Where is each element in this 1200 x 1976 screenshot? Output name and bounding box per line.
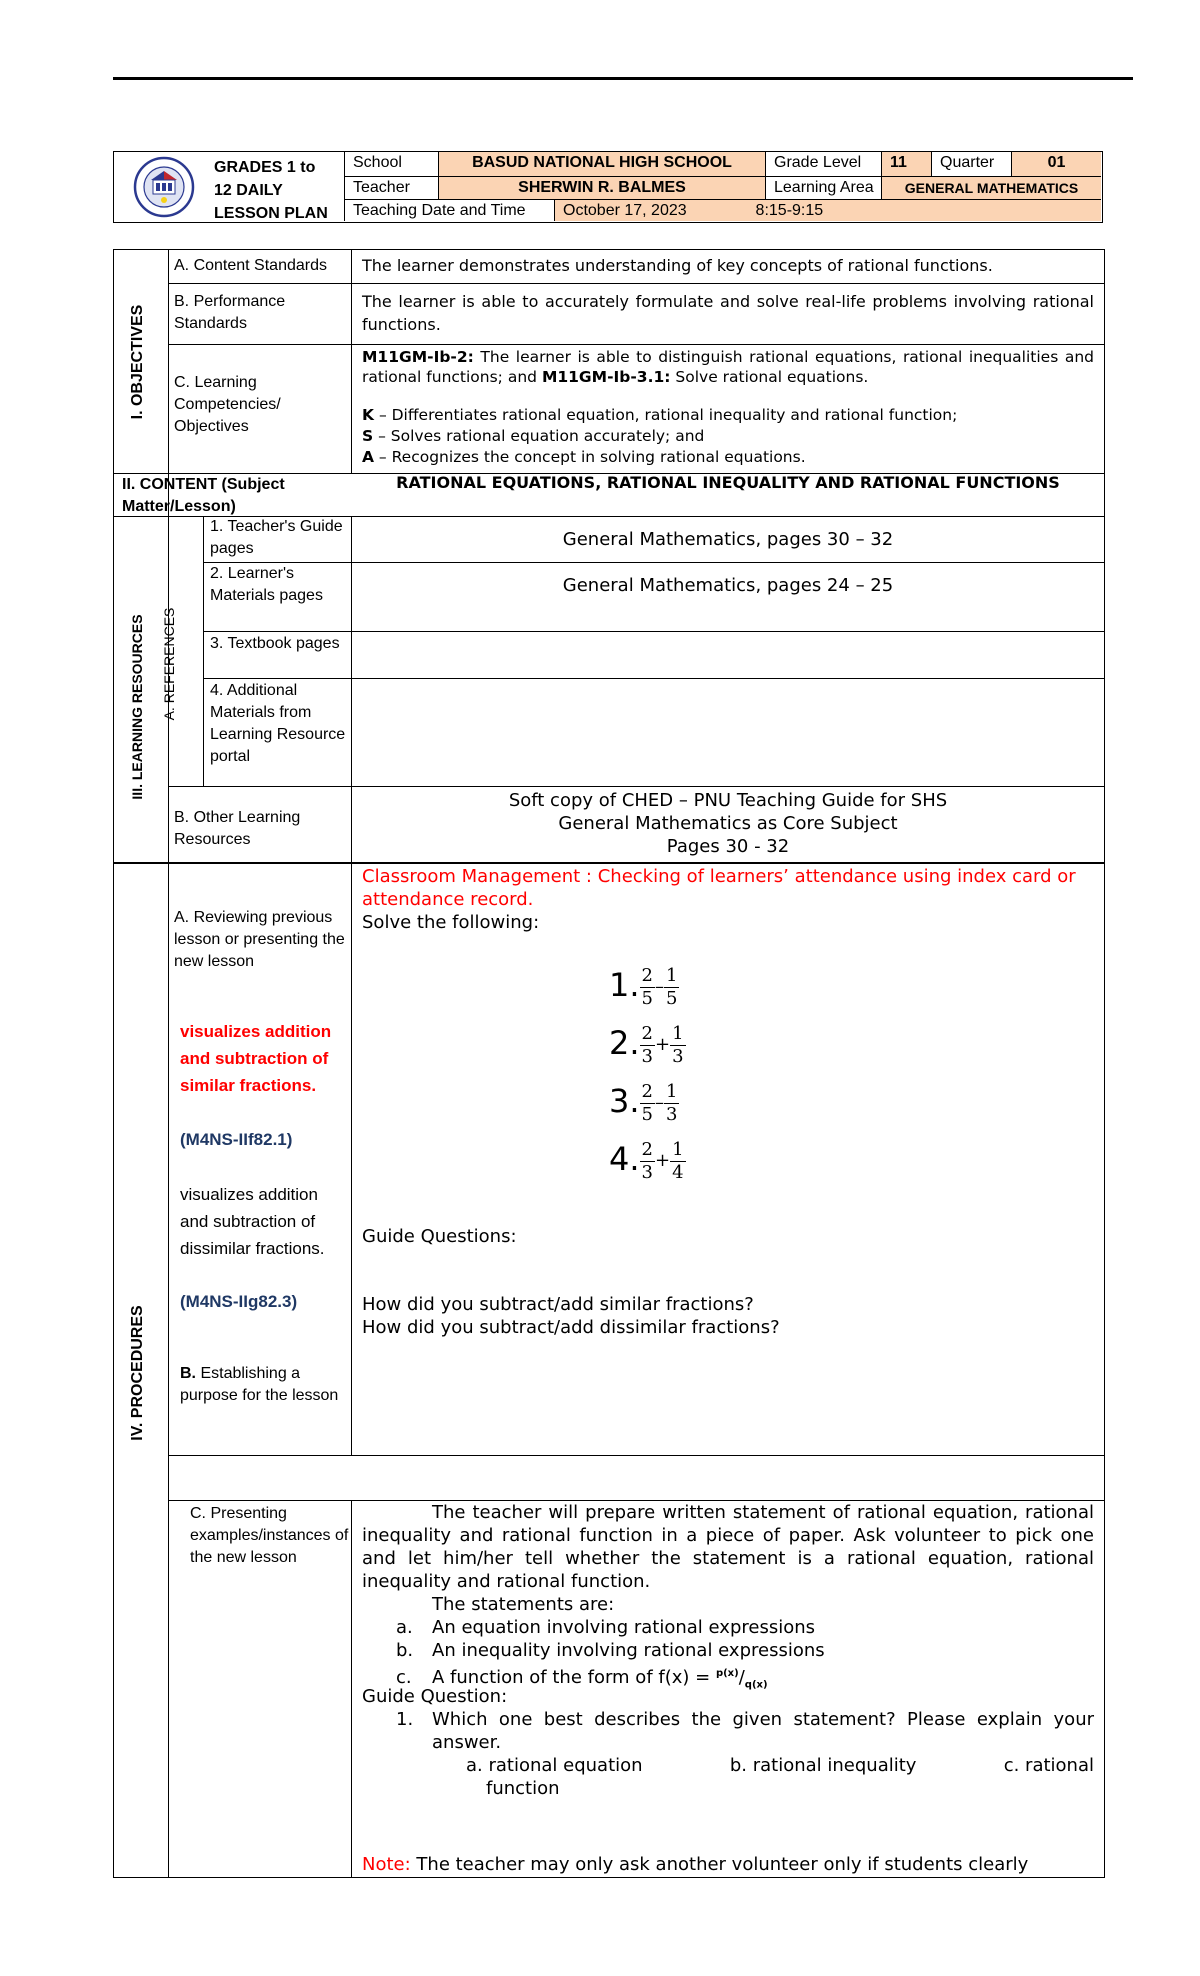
similar-fractions-competency: visualizes addition and subtraction of similar fractions. xyxy=(180,1022,332,1095)
top-rule xyxy=(113,77,1133,80)
learners-materials-value: General Mathematics, pages 24 – 25 xyxy=(562,575,894,596)
date-label: Teaching Date and Time xyxy=(344,199,554,221)
objective-a: A – Recognizes the concept in solving rational equations. xyxy=(362,448,806,466)
competency-code-1: M11GM-Ib-2: xyxy=(362,348,474,366)
school-value: BASUD NATIONAL HIGH SCHOOL xyxy=(438,152,765,176)
deped-seal-icon xyxy=(122,156,206,218)
textbook-label: 3. Textbook pages xyxy=(210,635,340,652)
content-standards-label: A. Content Standards xyxy=(174,257,327,274)
learning-competencies-text xyxy=(362,347,1094,387)
lesson-plan-table-top xyxy=(113,249,1105,864)
learning-area-label: Learning Area xyxy=(765,176,881,199)
option-rational-inequality: b. rational inequality xyxy=(729,1755,917,1776)
teacher-label: Teacher xyxy=(344,176,438,199)
fraction-exercises xyxy=(609,956,809,1188)
objective-k: K – Differentiates rational equation, rational inequality and rational function; xyxy=(362,406,958,424)
exercise-2: 2. $\frac{2}{3}$ + $\frac{1}{3}$ xyxy=(609,1022,684,1067)
guide-question-label: Guide Question: xyxy=(362,1686,508,1707)
learning-area-value: GENERAL MATHEMATICS xyxy=(881,176,1101,199)
content-label: II. CONTENT (Subject Matter/Lesson) xyxy=(122,476,285,515)
objective-s: S – Solves rational equation accurately; and xyxy=(362,427,705,445)
guide-question-item xyxy=(362,1708,1094,1754)
option-rational-function-cont: function xyxy=(486,1778,560,1799)
statement-c: c. A function of the form of $f(x) = ^{p(x)}/_{q(x)}$ xyxy=(396,1667,768,1691)
note-text: The teacher may only ask another volunteer only if students clearly xyxy=(410,1854,1029,1875)
guide-question-number: 1. xyxy=(396,1709,414,1730)
guide-question-text: Which one best describes the given statement? Please explain your answer. xyxy=(432,1709,1094,1753)
procedures-section-label: IV. PROCEDURES xyxy=(129,1305,146,1441)
teachers-guide-label: 1. Teacher's Guide pages xyxy=(210,518,343,557)
learning-resources-section-label: III. LEARNING RESOURCES xyxy=(129,614,145,800)
objectives-section-label: I. OBJECTIVES xyxy=(129,304,146,420)
option-rational-function: c. rational xyxy=(1003,1755,1094,1776)
ksa-objectives xyxy=(362,405,1094,468)
lesson-plan-header xyxy=(113,151,1103,223)
establishing-purpose-label: B. Establishing a purpose for the lesson xyxy=(180,1365,339,1404)
competency-code-2: M11GM-Ib-3.1: xyxy=(541,368,671,386)
quarter-label: Quarter xyxy=(931,152,1011,176)
competency-text-1: The learner is able to distinguish rational equations, rational inequalities and rational functions; and xyxy=(362,348,1094,386)
learning-competencies-label: C. Learning Competencies/ Objectives xyxy=(174,374,281,435)
content-standards-text: The learner demonstrates understanding of key concepts of rational functions. xyxy=(362,256,993,275)
grade-level-label: Grade Level xyxy=(765,152,881,176)
grade-level-value: 11 xyxy=(881,152,931,176)
teachers-guide-value: General Mathematics, pages 30 – 32 xyxy=(562,529,894,550)
exercise-3: 3. $\frac{2}{5}$ – $\frac{1}{3}$ xyxy=(609,1080,678,1125)
solve-intro: Solve the following: xyxy=(362,912,540,933)
statements-intro: The statements are: xyxy=(432,1594,615,1615)
guide-question-2: How did you subtract/add dissimilar fractions? xyxy=(362,1317,780,1338)
guide-questions-label: Guide Questions: xyxy=(362,1226,517,1247)
date-time-value xyxy=(554,199,1101,221)
exercise-1: 1. $\frac{2}{5}$ – $\frac{1}{5}$ xyxy=(609,964,678,1009)
teacher-note xyxy=(362,1853,1102,1876)
option-rational-equation: a. rational equation xyxy=(466,1755,643,1776)
exercise-4: 4. $\frac{2}{3}$ + $\frac{1}{4}$ xyxy=(609,1138,684,1183)
presenting-paragraph: The teacher will prepare written statement of rational equation, rational inequality and rational function in a piece of paper. Ask volunteer to pick one and let him/her tell whether the statement is a rational equation, rational inequality and rational function. xyxy=(362,1502,1094,1592)
similar-fractions-code: (M4NS-IIf82.1) xyxy=(180,1130,293,1149)
references-label: A. REFERENCES xyxy=(161,607,177,721)
lesson-plan-table-procedures xyxy=(113,862,1105,1878)
dissimilar-fractions-code: (M4NS-IIg82.3) xyxy=(180,1292,298,1311)
teacher-value: SHERWIN R. BALMES xyxy=(438,176,765,199)
classroom-management-note: Classroom Management : Checking of learners’ attendance using index card or attendance record. xyxy=(362,866,1076,910)
statement-a: a. An equation involving rational expressions xyxy=(396,1617,816,1638)
time-value: 8:15-9:15 xyxy=(755,202,824,219)
other-resources-label: B. Other Learning Resources xyxy=(174,809,301,848)
performance-standards-text: The learner is able to accurately formulate and solve real-life problems involving rational functions. xyxy=(362,292,1094,334)
presenting-examples-label: C. Presenting examples/instances of the new lesson xyxy=(190,1505,349,1566)
additional-materials-label: 4. Additional Materials from Learning Resource portal xyxy=(210,682,346,765)
statement-b: b. An inequality involving rational expressions xyxy=(396,1640,825,1661)
date-value: October 17, 2023 xyxy=(563,202,687,219)
school-label: School xyxy=(344,152,438,176)
guide-question-1: How did you subtract/add similar fractions? xyxy=(362,1294,754,1315)
answer-options xyxy=(432,1754,1094,1800)
dissimilar-fractions-competency: visualizes addition and subtraction of dissimilar fractions. xyxy=(180,1185,325,1258)
reviewing-lesson-label: A. Reviewing previous lesson or presenting the new lesson xyxy=(174,909,345,970)
learners-materials-label: 2. Learner's Materials pages xyxy=(210,565,323,604)
quarter-value: 01 xyxy=(1011,152,1101,176)
note-label: Note: xyxy=(362,1854,411,1875)
performance-standards-label: B. Performance Standards xyxy=(174,293,286,332)
header-title: GRADES 1 to 12 DAILY LESSON PLAN xyxy=(214,159,328,222)
content-value: RATIONAL EQUATIONS, RATIONAL INEQUALITY AND RATIONAL FUNCTIONS xyxy=(396,473,1060,492)
other-resources-value: Soft copy of CHED – PNU Teaching Guide for SHS General Mathematics as Core Subject Pages 30 - 32 xyxy=(508,790,948,857)
competency-text-2: Solve rational equations. xyxy=(670,368,869,386)
